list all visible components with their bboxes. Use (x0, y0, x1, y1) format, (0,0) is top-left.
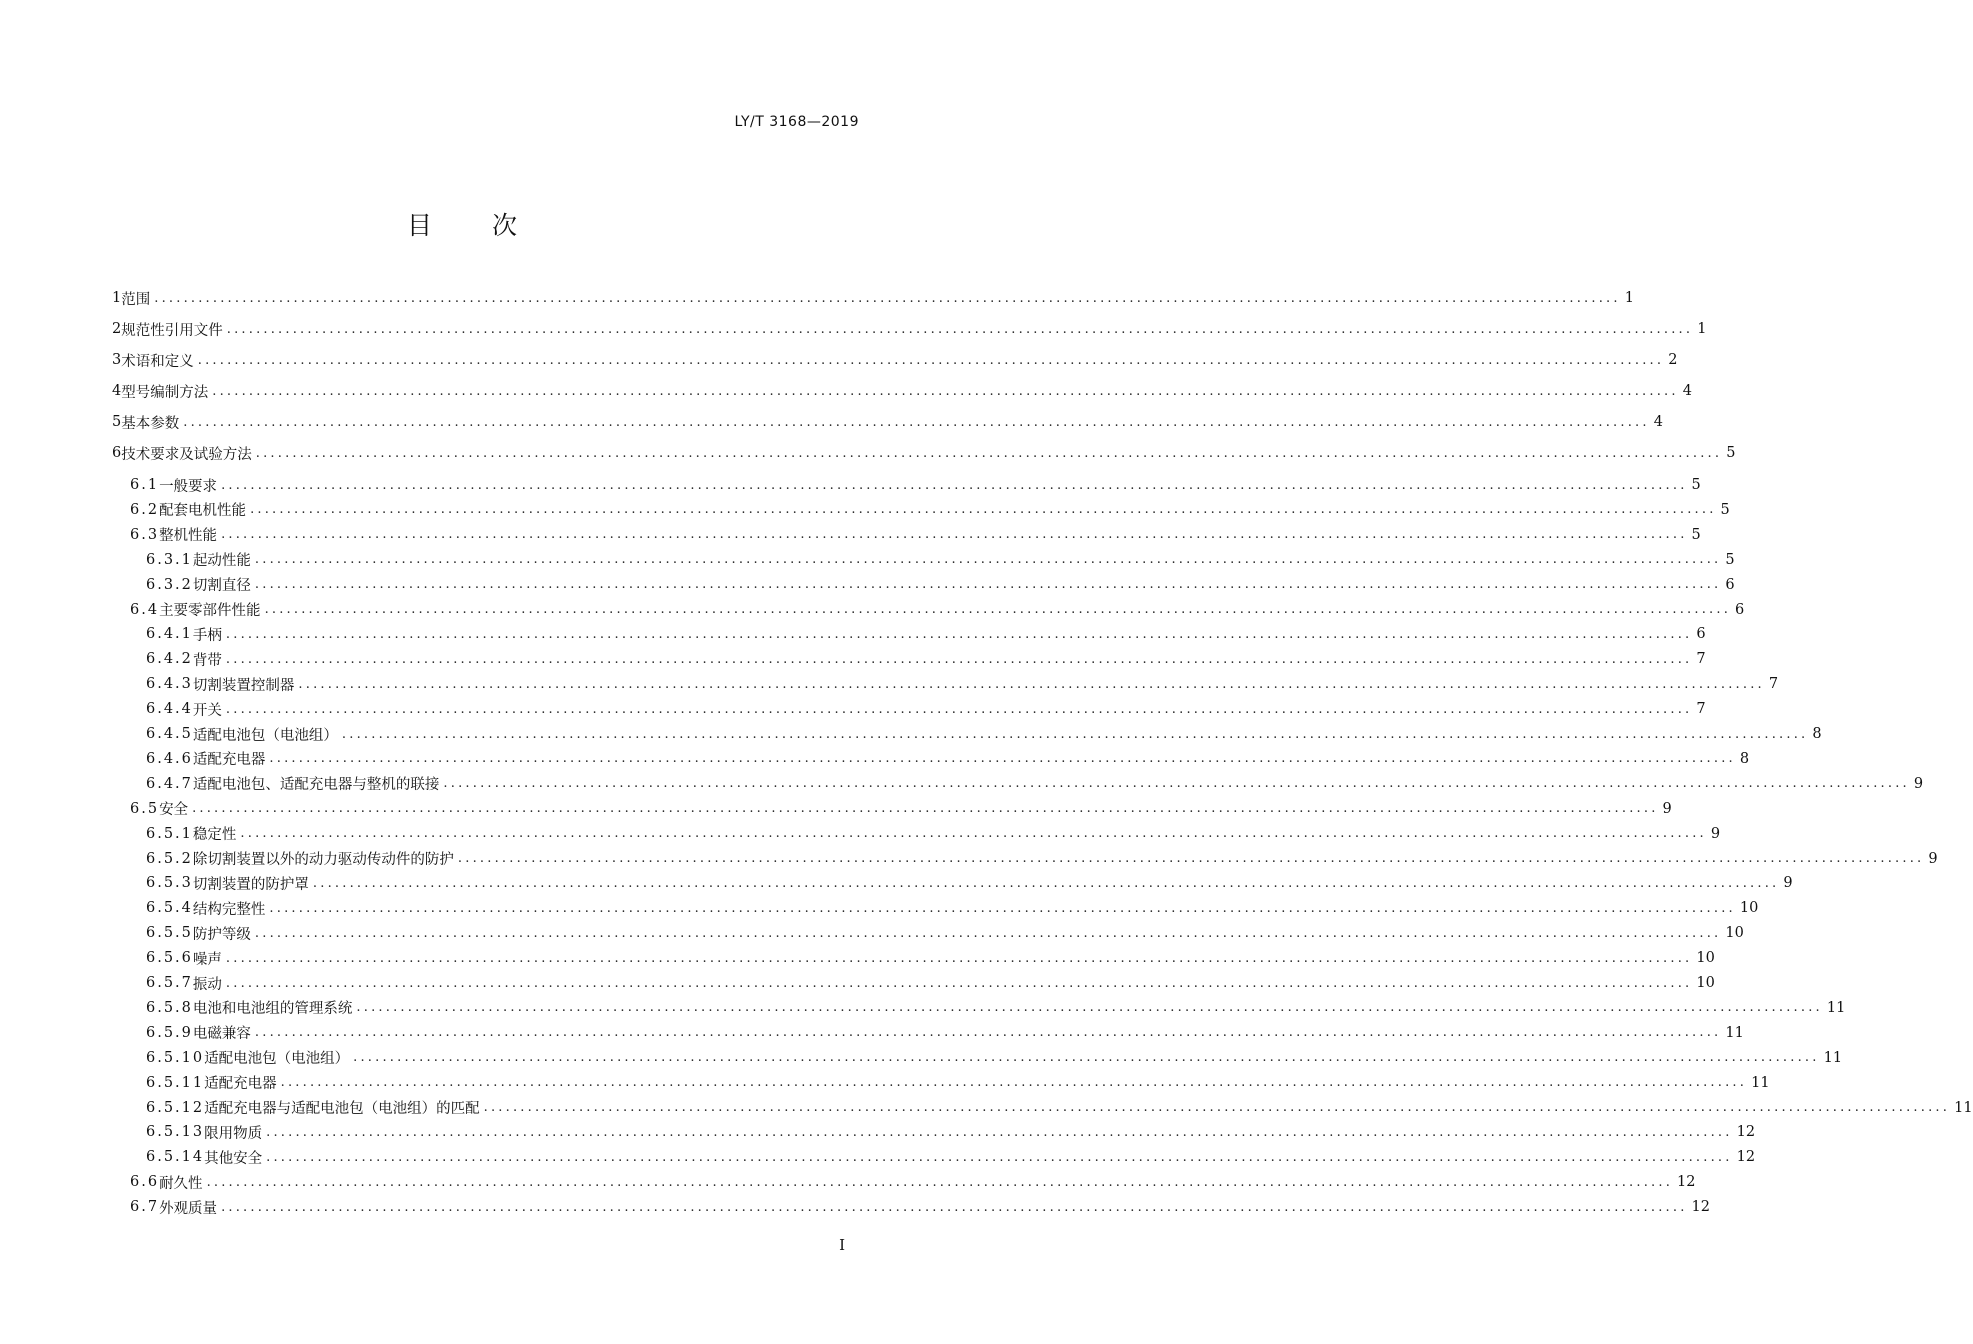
toc-entry-label: 起动性能 (192, 553, 251, 570)
toc-entry[interactable] (0, 972, 1715, 994)
toc-leader-dots: ........................................................................................................................................................................................................ (266, 1124, 1733, 1140)
toc-entry-page: 10 (1739, 900, 1759, 917)
toc-entry[interactable] (0, 848, 1938, 870)
toc-entry-label: 适配电池包、适配充电器与整机的联接 (192, 777, 440, 794)
toc-entry-number: 6.1 (130, 477, 160, 493)
toc-entry-number: 6.7 (130, 1199, 160, 1216)
toc-entry-number: 6 (112, 445, 122, 461)
toc-entry-number: 6.5 (130, 800, 160, 817)
toc-entry[interactable] (0, 442, 1736, 464)
toc-entry[interactable] (0, 549, 1735, 571)
toc-entry-page: 12 (1677, 1174, 1696, 1191)
toc-entry-number: 6.4 (130, 601, 160, 618)
toc-entry-page: 12 (1736, 1124, 1756, 1141)
toc-entry[interactable] (0, 748, 1750, 770)
toc-entry[interactable] (0, 1022, 1744, 1044)
toc-entry-number: 6.4.6 (146, 750, 193, 767)
toc-entry-page: 7 (1768, 676, 1779, 693)
toc-leader-dots: ........................................................................................................................................................................................................ (264, 602, 1732, 617)
toc-entry-label: 一般要求 (159, 478, 218, 495)
toc-leader-dots: ........................................................................................................................................................................................................ (154, 290, 1621, 306)
toc-entry-label: 范围 (121, 291, 151, 308)
toc-entry-page: 11 (1954, 1099, 1973, 1116)
toc-entry-label: 规范性引用文件 (121, 322, 223, 339)
toc-entry-page: 11 (1725, 1024, 1744, 1041)
toc-entry-page: 9 (1913, 775, 1924, 792)
toc-entry-number: 6.4.7 (146, 775, 193, 792)
toc-entry[interactable] (0, 897, 1759, 919)
toc-entry-label: 电池和电池组的管理系统 (192, 1001, 353, 1018)
toc-entry-number: 6.4.4 (146, 701, 193, 718)
toc-entry-label: 切割装置的防护罩 (192, 876, 309, 893)
toc-leader-dots: ........................................................................................................................................................................................................ (457, 851, 1925, 866)
toc-entry-number: 6.5.8 (146, 999, 193, 1016)
toc-leader-dots: ........................................................................................................................................................................................................ (353, 1050, 1820, 1066)
toc-entry-label: 开关 (192, 702, 222, 719)
toc-entry-page: 9 (1928, 850, 1938, 867)
toc-entry-label: 其他安全 (204, 1150, 263, 1167)
toc-entry-number: 3 (112, 352, 122, 368)
toc-entry-number: 6.5.9 (146, 1024, 193, 1041)
toc-entry-page: 1 (1697, 321, 1707, 337)
toc-entry-number: 4 (112, 383, 122, 399)
toc-leader-dots: ........................................................................................................................................................................................................ (250, 502, 1717, 518)
toc-entry-label: 结构完整性 (192, 901, 266, 918)
toc-entry[interactable] (0, 872, 1793, 894)
toc-entry-label: 切割装置控制器 (192, 677, 295, 694)
toc-entry[interactable] (0, 411, 1663, 433)
toc-entry-number: 6.5.1 (146, 825, 193, 842)
toc-entry[interactable] (0, 997, 1846, 1019)
toc-leader-dots: ........................................................................................................................................................................................................ (226, 321, 1694, 337)
toc-entry-label: 技术要求及试验方法 (121, 446, 252, 463)
toc-entry-label: 适配充电器与适配电池包（电池组）的匹配 (204, 1101, 480, 1117)
toc-entry[interactable] (0, 773, 1924, 795)
toc-leader-dots: ........................................................................................................................................................................................................ (312, 875, 1780, 891)
toc-entry-page: 6 (1696, 626, 1706, 643)
toc-entry-label: 限用物质 (204, 1125, 263, 1142)
toc-entry[interactable] (0, 599, 1745, 621)
toc-entry-label: 防护等级 (192, 926, 251, 943)
toc-entry-page: 5 (1725, 551, 1735, 568)
toc-entry[interactable] (0, 349, 1678, 371)
toc-entry-number: 6.5.11 (146, 1074, 205, 1091)
toc-leader-dots: ........................................................................................................................................................................................................ (254, 1025, 1722, 1041)
toc-entry-number: 6.5.2 (146, 850, 193, 867)
toc-entry-page: 6 (1735, 601, 1745, 618)
toc-leader-dots: ........................................................................................................................................................................................................ (206, 1174, 1674, 1190)
toc-entry-label: 主要零部件性能 (159, 603, 261, 619)
toc-leader-dots: ........................................................................................................................................................................................................ (341, 726, 1809, 742)
toc-leader-dots: ........................................................................................................................................................................................................ (192, 801, 1659, 817)
toc-entry-page: 12 (1691, 1199, 1710, 1216)
toc-entry-number: 1 (112, 290, 122, 306)
toc-entry[interactable] (0, 947, 1715, 969)
toc-entry-number: 2 (112, 321, 122, 337)
toc-entry-label: 型号编制方法 (121, 384, 209, 401)
toc-entry[interactable] (0, 1196, 1710, 1218)
toc-entry-label: 安全 (159, 802, 189, 819)
toc-entry[interactable] (0, 1072, 1770, 1094)
standard-code: LY/T 3168—2019 (734, 114, 859, 130)
toc-entry-number: 5 (112, 414, 122, 430)
toc-entry-page: 1 (1624, 290, 1634, 306)
toc-entry-number: 6.4.1 (146, 626, 193, 643)
toc-entry-label: 整机性能 (159, 528, 218, 545)
toc-entry-label: 噪声 (192, 951, 222, 968)
toc-entry-number: 6.5.14 (146, 1149, 205, 1166)
toc-leader-dots: ........................................................................................................................................................................................................ (266, 1149, 1733, 1165)
toc-entry-number: 6.6 (130, 1174, 160, 1191)
toc-entry-label: 电磁兼容 (192, 1026, 251, 1043)
toc-entry-label: 振动 (192, 976, 222, 993)
toc-entry-page: 5 (1691, 526, 1701, 543)
toc-entry-page: 7 (1696, 701, 1706, 718)
toc-entry[interactable] (0, 574, 1735, 596)
toc-entry-number: 6.5.6 (146, 950, 193, 967)
toc-leader-dots: ........................................................................................................................................................................................................ (225, 701, 1693, 717)
toc-leader-dots: ........................................................................................................................................................................................................ (183, 414, 1650, 430)
toc-leader-dots: ........................................................................................................................................................................................................ (225, 651, 1693, 667)
toc-entry-number: 6.5.12 (146, 1099, 205, 1116)
toc-entry-page: 11 (1751, 1074, 1770, 1091)
toc-entry[interactable] (0, 499, 1730, 521)
toc-leader-dots: ........................................................................................................................................................................................................ (221, 477, 1688, 493)
toc-entry-number: 6.2 (130, 501, 160, 518)
toc-entry-page: 9 (1662, 800, 1672, 817)
toc-leader-dots: ........................................................................................................................................................................................................ (221, 1199, 1688, 1215)
toc-leader-dots: ........................................................................................................................................................................................................ (443, 776, 1910, 792)
toc-entry-label: 除切割装置以外的动力驱动传动件的防护 (192, 852, 454, 868)
toc-leader-dots: ........................................................................................................................................................................................................ (255, 445, 1723, 461)
toc-entry-page: 8 (1739, 750, 1750, 767)
toc-entry-page: 2 (1668, 352, 1678, 368)
toc-entry-label: 稳定性 (192, 827, 237, 844)
toc-entry-number: 6.4.2 (146, 651, 193, 668)
toc-leader-dots: ........................................................................................................................................................................................................ (225, 626, 1693, 642)
toc-entry-label: 基本参数 (121, 415, 180, 432)
toc-entry[interactable] (0, 1146, 1756, 1168)
toc-entry-page: 10 (1696, 975, 1715, 991)
toc-leader-dots: ........................................................................................................................................................................................................ (240, 826, 1707, 842)
toc-entry[interactable] (0, 698, 1706, 720)
toc-entry-page: 6 (1725, 576, 1735, 593)
toc-entry-number: 6.3 (130, 526, 160, 543)
toc-entry-page: 5 (1726, 445, 1736, 461)
toc-leader-dots: ........................................................................................................................................................................................................ (225, 975, 1693, 991)
toc-entry-number: 6.4.5 (146, 726, 193, 742)
toc-leader-dots: ........................................................................................................................................................................................................ (221, 527, 1688, 543)
toc-entry-label: 术语和定义 (121, 353, 194, 370)
toc-entry[interactable] (0, 1121, 1756, 1143)
toc-entry-label: 配套电机性能 (159, 503, 247, 520)
toc-entry-label: 耐久性 (159, 1175, 203, 1192)
toc-entry[interactable] (0, 524, 1701, 546)
toc-leader-dots: ........................................................................................................................................................................................................ (197, 352, 1665, 368)
toc-entry-label: 适配电池包（电池组） (204, 1051, 350, 1068)
toc-entry-number: 6.5.5 (146, 925, 193, 942)
toc-entry-page: 8 (1812, 726, 1822, 742)
toc-entry-number: 6.5.4 (146, 900, 193, 917)
toc-entry-page: 10 (1725, 925, 1744, 942)
toc-entry-page: 11 (1823, 1049, 1843, 1066)
toc-leader-dots: ........................................................................................................................................................................................................ (298, 676, 1765, 692)
toc-entry-label: 适配电池包（电池组） (192, 727, 338, 744)
toc-entry[interactable] (0, 798, 1672, 820)
toc-entry[interactable] (0, 823, 1721, 845)
toc-leader-dots: ........................................................................................................................................................................................................ (269, 751, 1736, 767)
toc-leader-dots: ........................................................................................................................................................................................................ (212, 383, 1679, 399)
toc-entry[interactable] (0, 922, 1744, 944)
toc-entry-number: 6.5.10 (146, 1049, 205, 1066)
toc-leader-dots: ........................................................................................................................................................................................................ (483, 1100, 1951, 1115)
toc-entry[interactable] (0, 1097, 1973, 1119)
toc-entry-page: 9 (1783, 875, 1793, 892)
toc-entry-page: 11 (1826, 999, 1846, 1016)
toc-entry-page: 4 (1682, 383, 1692, 399)
toc-entry[interactable] (0, 318, 1707, 340)
toc-leader-dots: ........................................................................................................................................................................................................ (269, 900, 1736, 916)
toc-entry-number: 6.3.2 (146, 576, 193, 593)
toc-leader-dots: ........................................................................................................................................................................................................ (356, 1000, 1823, 1016)
toc-entry-page: 5 (1691, 477, 1701, 493)
toc-entry-page: 5 (1720, 501, 1730, 518)
toc-entry[interactable] (0, 623, 1706, 645)
toc-entry-page: 12 (1736, 1149, 1756, 1166)
toc-entry[interactable] (0, 723, 1822, 745)
toc-entry[interactable] (0, 380, 1692, 402)
toc-entry-label: 切割直径 (192, 578, 251, 595)
toc-entry[interactable] (0, 673, 1779, 695)
toc-entry[interactable] (0, 474, 1701, 496)
toc-leader-dots: ........................................................................................................................................................................................................ (225, 950, 1693, 966)
toc-leader-dots: ........................................................................................................................................................................................................ (254, 925, 1722, 941)
toc-entry-label: 背带 (192, 652, 222, 669)
toc-entry-number: 6.5.13 (146, 1124, 205, 1141)
toc-entry[interactable] (0, 287, 1634, 309)
toc-entry-number: 6.5.3 (146, 875, 193, 892)
toc-entry-page: 7 (1696, 651, 1706, 668)
toc-entry-number: 6.3.1 (146, 551, 193, 568)
toc-entry-label: 手柄 (192, 627, 222, 644)
page-title: 目 次 (407, 211, 543, 240)
toc-leader-dots: ........................................................................................................................................................................................................ (280, 1075, 1748, 1091)
toc-entry-label: 适配充电器 (192, 752, 266, 769)
page-number: I (839, 1236, 845, 1254)
toc-entry-page: 10 (1696, 950, 1715, 967)
toc-leader-dots: ........................................................................................................................................................................................................ (254, 552, 1722, 568)
toc-entry-page: 4 (1653, 414, 1663, 430)
toc-entry-label: 适配充电器 (204, 1076, 277, 1093)
toc-entry-page: 9 (1710, 825, 1721, 842)
toc-entry[interactable] (0, 648, 1706, 670)
toc-entry-number: 6.4.3 (146, 676, 193, 693)
toc-leader-dots: ........................................................................................................................................................................................................ (254, 577, 1722, 593)
toc-entry[interactable] (0, 1171, 1696, 1193)
toc-entry-label: 外观质量 (159, 1200, 218, 1217)
toc-entry[interactable] (0, 1047, 1843, 1069)
toc-entry-number: 6.5.7 (146, 975, 193, 991)
